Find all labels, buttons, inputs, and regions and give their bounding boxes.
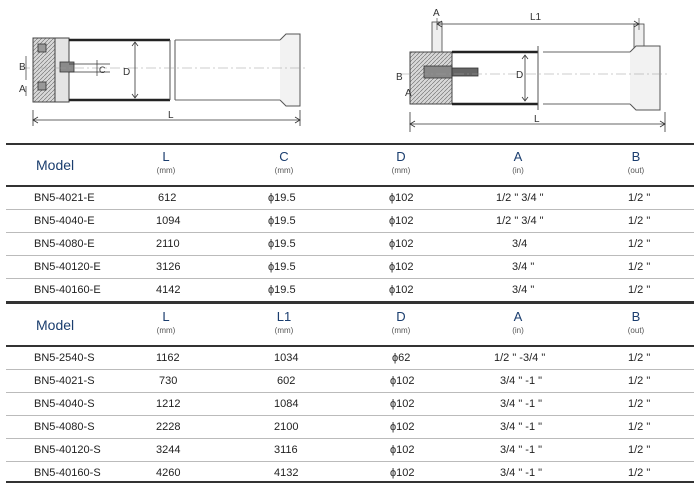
cell-model: BN5-2540-S [34,352,95,364]
cell-l: 2110 [156,238,180,250]
cell-l: 730 [159,375,178,387]
cell-l: 3126 [156,261,181,273]
cell-b: 1/2 " [628,261,651,273]
table-header [6,303,694,343]
cell-d: ϕ102 [390,375,415,387]
cell-d: ϕ102 [389,192,414,204]
cell-b: 1/2 " [628,375,651,387]
cell-l1: 602 [277,375,296,387]
header-l1: L1 (mm) [274,309,294,335]
cell-c: ϕ19.5 [268,238,296,250]
cell-l: 1094 [156,215,181,227]
cell-a: 3/4 " -1 " [500,444,543,456]
cell-a: 1/2 " 3/4 " [496,192,544,204]
cell-d: ϕ102 [390,398,415,410]
cell-a: 1/2 " -3/4 " [494,352,546,364]
cell-a: 3/4 " [512,261,535,273]
cell-l: 1162 [156,352,180,364]
left-drawing [19,34,305,126]
header-l: L (mm) [156,149,176,175]
cell-l: 2228 [156,421,181,433]
cell-l1: 1034 [274,352,299,364]
right-drawing [396,8,670,132]
header-a: A (in) [512,149,524,175]
header-model: Model [36,317,75,333]
label-b: B [19,62,26,73]
cell-l: 612 [158,192,177,204]
label-d-right: D [516,70,524,81]
cell-b: 1/2 " [628,467,651,479]
cell-b: 1/2 " [628,238,651,250]
header-c: C (mm) [274,149,294,175]
cell-model: BN5-4040-S [34,398,95,410]
cell-c: ϕ19.5 [268,192,296,204]
label-d: D [123,67,131,78]
cell-d: ϕ102 [389,261,414,273]
cell-a: 3/4 " -1 " [500,467,543,479]
cell-l1: 1084 [274,398,299,410]
cell-model: BN5-40160-E [34,284,101,296]
cell-a: 3/4 [512,238,528,250]
cell-d: ϕ102 [390,467,415,479]
cell-d: ϕ102 [389,215,414,227]
cell-d: ϕ102 [389,238,414,250]
table-row [6,233,694,255]
cell-model: BN5-40120-E [34,261,101,273]
header-l: L (mm) [156,309,176,335]
cell-l1: 2100 [274,421,299,433]
table-bottom-rule [6,481,694,483]
cell-c: ϕ19.5 [268,215,296,227]
cell-l: 1212 [156,398,181,410]
cell-a: 3/4 " -1 " [500,398,543,410]
table-row [6,347,694,369]
cell-model: BN5-40120-S [34,444,101,456]
table-row [6,187,694,209]
header-a: A (in) [512,309,524,335]
header-d: D (mm) [391,149,411,175]
cell-a: 3/4 " [512,284,535,296]
header-d: D (mm) [391,309,411,335]
label-l: L [168,110,174,121]
cell-l1: 3116 [274,444,298,456]
label-a: A [19,84,26,95]
cell-model: BN5-4021-E [34,192,95,204]
table-row [6,210,694,232]
table-row [6,279,694,301]
cell-b: 1/2 " [628,421,651,433]
cell-b: 1/2 " [628,444,651,456]
cell-b: 1/2 " [628,352,651,364]
cell-model: BN5-4040-E [34,215,95,227]
table-row [6,416,694,438]
cell-l: 4142 [156,284,181,296]
cell-l1: 4132 [274,467,299,479]
label-a-top: A [433,8,440,19]
cell-c: ϕ19.5 [268,284,296,296]
cell-b: 1/2 " [628,192,651,204]
header-b: B (out) [627,309,645,335]
header-model: Model [36,157,75,173]
table-row [6,439,694,461]
cell-d: ϕ102 [389,284,414,296]
cell-b: 1/2 " [628,398,651,410]
cell-d: ϕ62 [392,352,411,364]
table-header [6,145,694,185]
cell-model: BN5-4021-S [34,375,95,387]
cell-model: BN5-40160-S [34,467,101,479]
label-l-right: L [534,114,540,125]
cell-model: BN5-4080-E [34,238,95,250]
cell-l: 3244 [156,444,181,456]
cell-c: ϕ19.5 [268,261,296,273]
cell-a: 3/4 " -1 " [500,375,543,387]
label-a-side: A [405,88,412,99]
table-row [6,256,694,278]
label-b-side: B [396,72,403,83]
cell-a: 3/4 " -1 " [500,421,543,433]
header-b: B (out) [627,149,645,175]
cell-b: 1/2 " [628,215,651,227]
cell-d: ϕ102 [390,444,415,456]
label-l1: L1 [530,12,542,23]
cell-model: BN5-4080-S [34,421,95,433]
table-row [6,370,694,392]
technical-drawings [0,0,700,140]
cell-l: 4260 [156,467,181,479]
cell-d: ϕ102 [390,421,415,433]
cell-b: 1/2 " [628,284,651,296]
cell-a: 1/2 " 3/4 " [496,215,544,227]
label-c: C [99,65,106,75]
table-row [6,393,694,415]
